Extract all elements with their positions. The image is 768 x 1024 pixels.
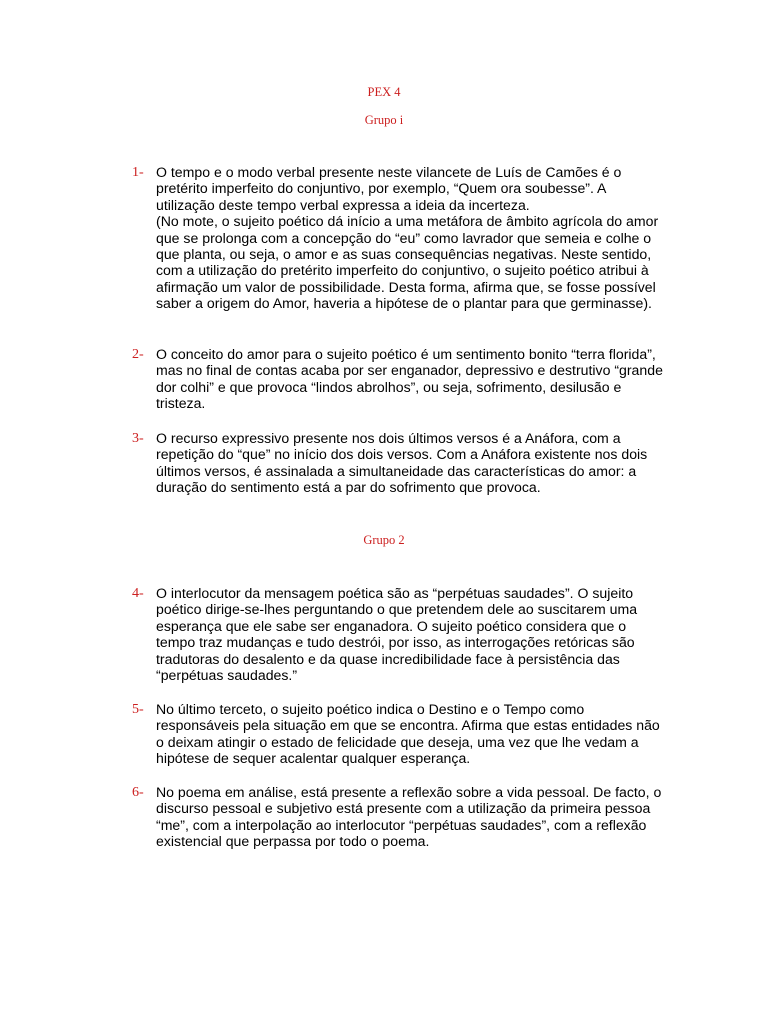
item-text: O conceito do amor para o sujeito poético é um sentimento bonito “terra florida”, mas no final de contas acaba por ser enganador, depressivo e destrutivo “grande dor colhi” e que provoca “lindos abrolhos”, ou seja, sofrimento, desilusão e tristeza.: [156, 346, 663, 412]
answer-item-1: [132, 164, 672, 312]
answer-item-3: [132, 430, 672, 496]
item-number: 6-: [132, 784, 144, 800]
item-text: O interlocutor da mensagem poética são as “perpétuas saudades”. O sujeito poético dirige-se-lhes perguntando o que pretendem dele ao suscitarem uma esperança que ele sabe ser enganadora. O sujeito poético considera que o tempo traz mudanças e tudo destrói, por isso, as interrogações retóricas são tradutoras do desalento e da quase incredibilidade face à persistência das “perpétuas saudades.”: [156, 585, 638, 684]
item-text: No poema em análise, está presente a reflexão sobre a vida pessoal. De facto, o discurso pessoal e subjetivo está presente com a utilização da primeira pessoa “me”, com a interpolação ao interlocutor “perpétuas saudades”, com a reflexão existencial que perpassa por todo o poema.: [156, 784, 662, 850]
answer-item-6: [132, 784, 672, 850]
item-number: 3-: [132, 430, 144, 446]
group-2-heading: Grupo 2: [363, 533, 405, 547]
document-title: PEX 4: [367, 85, 401, 99]
item-text: No último terceto, o sujeito poético indica o Destino e o Tempo como responsáveis pela situação em que se encontra. Afirma que estas entidades não o deixam atingir o estado de felicidade que deseja, uma vez que lhe vedam a hipótese de sequer acalentar qualquer esperança.: [156, 701, 660, 767]
item-paragraph: O tempo e o modo verbal presente neste vilancete de Luís de Camões é o pretérito imperfeito do conjuntivo, por exemplo, “Quem ora soubesse”. A utilização deste tempo verbal expressa a ideia da incerteza.: [156, 164, 622, 213]
item-paragraph-note: (No mote, o sujeito poético dá início a uma metáfora de âmbito agrícola do amor que se prolonga com a concepção do “eu” como lavrador que semeia e colhe o que planta, ou seja, o amor e as suas consequências negativas. Neste sentido, com a utilização do pretérito imperfeito do conjuntivo, o sujeito poético atribui à afirmação um valor de possibilidade. Desta forma, afirma que, se fosse possível saber a origem do Amor, haveria a hipótese de o plantar para que germinasse).: [156, 213, 659, 312]
item-text: O recurso expressivo presente nos dois últimos versos é a Anáfora, com a repetição do “que” no início dos dois versos. Com a Anáfora existente nos dois últimos versos, é assinalada a simultaneidade das características do amor: a duração do sentimento está a par do sofrimento que provoca.: [156, 430, 648, 496]
item-number: 4-: [132, 585, 144, 601]
group-1-heading: Grupo i: [364, 113, 404, 127]
item-number: 1-: [132, 164, 144, 180]
answer-item-5: [132, 701, 672, 767]
answer-item-2: [132, 346, 672, 412]
item-number: 2-: [132, 346, 144, 362]
item-text: [156, 164, 668, 312]
answer-item-4: [132, 585, 672, 683]
item-number: 5-: [132, 701, 144, 717]
